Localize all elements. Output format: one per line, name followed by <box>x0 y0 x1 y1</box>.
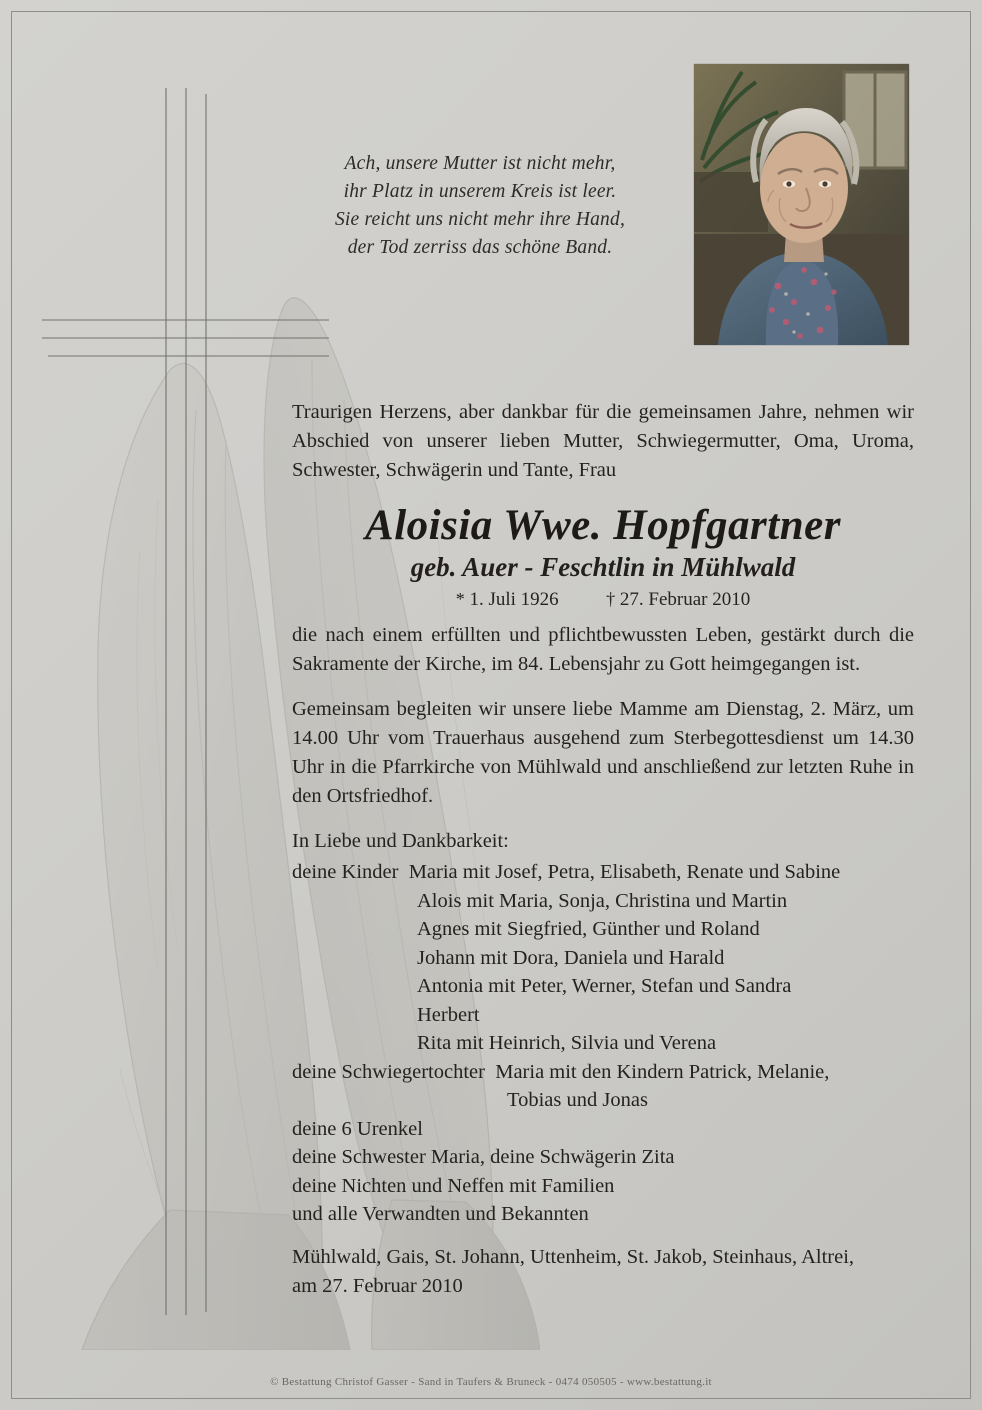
family-names: Alois mit Maria, Sonja, Christina und Martin <box>417 889 788 912</box>
places-date: am 27. Februar 2010 <box>292 1274 463 1297</box>
life-paragraph: die nach einem erfüllten und pflichtbewussten Leben, gestärkt durch die Sakramente der Kirche, im 84. Lebensjahr zu Gott heimgegangen ist. <box>292 624 914 675</box>
thanks-heading: In Liebe und Dankbarkeit: <box>292 830 509 852</box>
family-row <box>292 944 914 973</box>
family-names: und alle Verwandten und Bekannten <box>292 1203 589 1225</box>
birth-symbol: * <box>455 589 465 609</box>
family-row <box>292 1115 914 1144</box>
family-label: deine Kinder <box>292 861 399 883</box>
family-row <box>292 887 914 916</box>
family-row <box>292 1029 914 1058</box>
family-row <box>292 1200 914 1229</box>
family-row <box>292 1172 914 1201</box>
family-names: Rita mit Heinrich, Silvia und Verena <box>417 1032 717 1054</box>
family-label: deine Schwiegertochter <box>292 1060 485 1083</box>
family-row <box>292 1086 914 1115</box>
verse-line-4: der Tod zerriss das schöne Band. <box>347 237 613 258</box>
family-row <box>292 972 914 1001</box>
verse-line-3: Sie reicht uns nicht mehr ihre Hand, <box>334 209 626 230</box>
family-names: Johann mit Dora, Daniela und Harald <box>417 946 725 969</box>
family-names: Agnes mit Siegfried, Günther und Roland <box>417 918 760 940</box>
family-names: deine 6 Urenkel <box>292 1117 423 1140</box>
family-row <box>292 915 914 944</box>
places-line: Mühlwald, Gais, St. Johann, Uttenheim, St. Jakob, Steinhaus, Altrei, <box>292 1245 855 1268</box>
family-row <box>292 1001 914 1030</box>
deceased-name: Aloisia Wwe. Hopfgartner <box>365 502 841 549</box>
maiden-name: geb. Auer - Feschtlin in Mühlwald <box>410 552 796 582</box>
death-symbol: † <box>606 589 616 609</box>
life-dates <box>292 589 914 611</box>
family-row <box>292 1143 914 1172</box>
family-names: Maria mit den Kindern Patrick, Melanie, <box>495 1060 830 1083</box>
family-names: Tobias und Jonas <box>507 1089 648 1111</box>
intro-paragraph: Traurigen Herzens, aber dankbar für die gemeinsamen Jahre, nehmen wir Abschied von unserer lieben Mutter, Schwiegermutter, Oma, Uroma, Schwester, Schwägerin und Tante, Frau <box>292 401 914 481</box>
family-names: deine Nichten und Neffen mit Familien <box>292 1174 615 1197</box>
family-row <box>292 1058 914 1087</box>
obituary-body <box>292 398 914 1301</box>
death-date: 27. Februar 2010 <box>619 589 751 610</box>
places-block <box>292 1243 914 1301</box>
family-names: deine Schwester Maria, deine Schwägerin Zita <box>292 1146 675 1168</box>
birth-date: 1. Juli 1926 <box>469 589 559 610</box>
verse-line-2: ihr Platz in unserem Kreis ist leer. <box>343 181 617 202</box>
verse-line-1: Ach, unsere Mutter ist nicht mehr, <box>344 153 616 174</box>
family-names: Antonia mit Peter, Werner, Stefan und Sandra <box>417 975 792 997</box>
family-names: Herbert <box>417 1003 480 1026</box>
family-row <box>292 858 914 887</box>
memorial-verse <box>300 150 660 262</box>
cross-icon <box>40 80 330 1320</box>
portrait-photo <box>694 64 909 345</box>
family-names: Maria mit Josef, Petra, Elisabeth, Renate und Sabine <box>408 861 841 883</box>
funeral-paragraph: Gemeinsam begleiten wir unsere liebe Mamme am Dienstag, 2. März, um 14.00 Uhr vom Trauerhaus ausgehend zum Sterbegottesdienst um 14.30 Uhr in die Pfarrkirche von Mühlwald und anschließend zur letzten Ruhe in den Ortsfriedhof. <box>292 698 914 807</box>
footer-credit: © Bestattung Christof Gasser - Sand in Taufers & Bruneck - 0474 050505 - www.bestattung.it <box>270 1376 712 1388</box>
